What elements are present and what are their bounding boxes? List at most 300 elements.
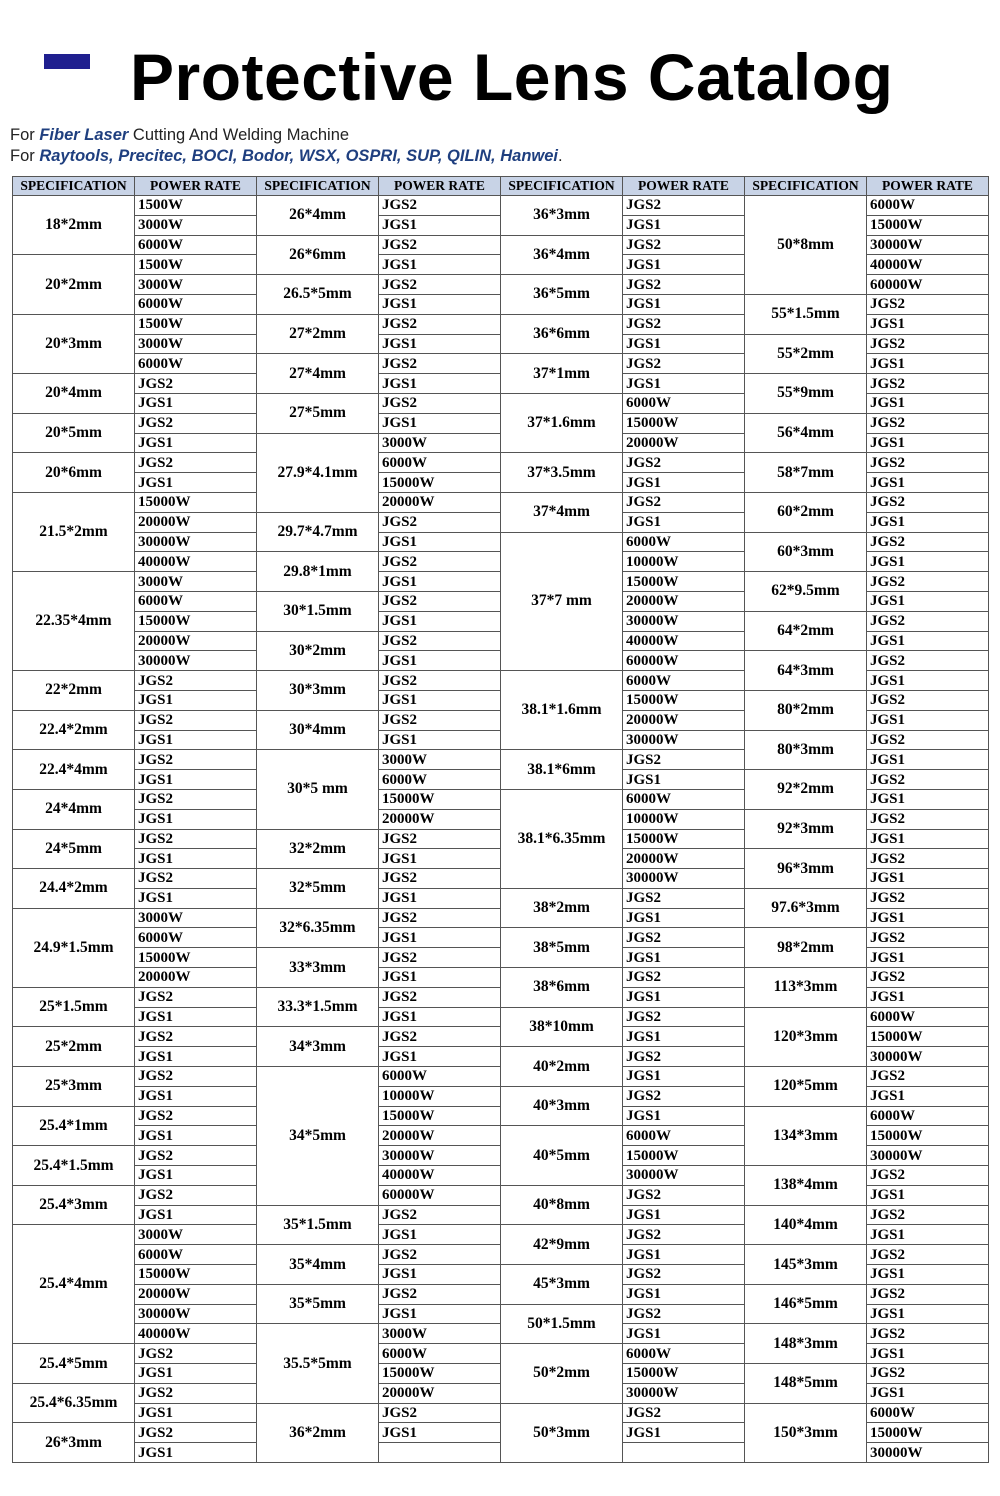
power-rate-cell: JGS2 (135, 1067, 257, 1087)
specification-cell: 30*5 mm (257, 750, 379, 829)
power-rate-cell: JGS2 (623, 928, 745, 948)
power-rate-cell: 3000W (135, 572, 257, 592)
power-rate-cell: 20000W (135, 968, 257, 988)
power-rate-cell: 1500W (135, 196, 257, 216)
power-rate-cell: JGS1 (867, 1086, 989, 1106)
specification-cell: 146*5mm (745, 1284, 867, 1324)
power-rate-cell: JGS1 (867, 631, 989, 651)
power-rate-cell: 30000W (867, 235, 989, 255)
power-rate-cell: JGS2 (867, 770, 989, 790)
specification-cell: 55*1.5mm (745, 294, 867, 334)
power-rate-cell: JGS1 (379, 334, 501, 354)
power-rate-cell: JGS2 (867, 928, 989, 948)
power-rate-cell: JGS2 (867, 690, 989, 710)
power-rate-cell: JGS1 (135, 1047, 257, 1067)
power-rate-cell: JGS1 (623, 1284, 745, 1304)
specification-cell: 38*6mm (501, 968, 623, 1008)
power-rate-cell: JGS2 (867, 1166, 989, 1186)
specification-cell: 24*4mm (13, 789, 135, 829)
power-rate-cell: JGS1 (623, 512, 745, 532)
specification-cell: 21.5*2mm (13, 492, 135, 571)
power-rate-cell: JGS1 (379, 1225, 501, 1245)
power-rate-cell: JGS2 (623, 1403, 745, 1423)
specification-cell: 27*4mm (257, 354, 379, 394)
power-rate-cell: JGS2 (867, 1324, 989, 1344)
power-rate-cell: JGS1 (867, 789, 989, 809)
table-row (13, 1403, 989, 1423)
power-rate-cell: JGS1 (623, 255, 745, 275)
power-rate-cell: 15000W (867, 1027, 989, 1047)
specification-cell: 56*4mm (745, 413, 867, 453)
power-rate-cell: 3000W (135, 334, 257, 354)
power-rate-cell: JGS2 (623, 1265, 745, 1285)
power-rate-cell (379, 1443, 501, 1463)
power-rate-cell: JGS1 (623, 1106, 745, 1126)
power-rate-cell: JGS2 (135, 789, 257, 809)
compatible-brands: Raytools, Precitec, BOCI, Bodor, WSX, OSPRI, SUP, QILIN, Hanwei (39, 147, 558, 165)
power-rate-cell: JGS1 (867, 948, 989, 968)
power-rate-cell: 15000W (379, 473, 501, 493)
power-rate-cell: JGS2 (135, 710, 257, 730)
specification-cell: 25.4*4mm (13, 1225, 135, 1344)
power-rate-cell: 6000W (379, 1344, 501, 1364)
power-rate-cell: JGS2 (379, 512, 501, 532)
power-rate-cell: 6000W (379, 770, 501, 790)
specification-cell: 58*7mm (745, 453, 867, 493)
power-rate-cell: JGS2 (379, 1027, 501, 1047)
specification-cell: 55*9mm (745, 374, 867, 414)
power-rate-cell: 6000W (867, 196, 989, 216)
power-rate-cell: JGS1 (135, 1126, 257, 1146)
specification-cell: 32*2mm (257, 829, 379, 869)
power-rate-cell: JGS2 (867, 1205, 989, 1225)
power-rate-cell: 6000W (379, 1067, 501, 1087)
power-rate-cell: JGS2 (867, 730, 989, 750)
power-rate-cell: JGS1 (379, 215, 501, 235)
power-rate-cell: JGS2 (867, 1245, 989, 1265)
power-rate-cell: 30000W (623, 1166, 745, 1186)
specification-cell: 40*3mm (501, 1086, 623, 1126)
power-rate-cell: JGS1 (623, 1027, 745, 1047)
power-rate-cell: 60000W (867, 275, 989, 295)
power-rate-cell: JGS1 (135, 473, 257, 493)
table-row (13, 928, 989, 948)
subtitle-emphasis: Fiber Laser (39, 126, 129, 144)
power-rate-cell: 6000W (135, 354, 257, 374)
specification-cell: 25.4*1.5mm (13, 1146, 135, 1186)
power-rate-cell: 20000W (623, 591, 745, 611)
power-rate-cell: JGS1 (867, 591, 989, 611)
power-rate-cell: JGS2 (379, 631, 501, 651)
power-rate-cell: JGS1 (135, 1086, 257, 1106)
power-rate-cell: JGS2 (867, 572, 989, 592)
power-rate-cell: JGS1 (623, 473, 745, 493)
power-rate-cell: JGS2 (867, 849, 989, 869)
header-power-rate-3: POWER RATE (623, 177, 745, 196)
power-rate-cell: 6000W (623, 1344, 745, 1364)
specification-cell: 34*5mm (257, 1067, 379, 1206)
specification-cell: 22*2mm (13, 671, 135, 711)
power-rate-cell: JGS2 (867, 453, 989, 473)
specification-cell: 113*3mm (745, 968, 867, 1008)
power-rate-cell: 6000W (135, 235, 257, 255)
power-rate-cell: 30000W (623, 611, 745, 631)
power-rate-cell: 60000W (623, 651, 745, 671)
specification-cell: 60*2mm (745, 492, 867, 532)
power-rate-cell: 6000W (623, 393, 745, 413)
power-rate-cell: JGS2 (379, 1284, 501, 1304)
power-rate-cell: JGS1 (867, 671, 989, 691)
specification-cell: 22.4*4mm (13, 750, 135, 790)
power-rate-cell: JGS2 (135, 1423, 257, 1443)
power-rate-cell: JGS1 (867, 314, 989, 334)
specification-cell: 40*5mm (501, 1126, 623, 1185)
power-rate-cell: 20000W (623, 710, 745, 730)
power-rate-cell: 30000W (379, 1146, 501, 1166)
power-rate-cell: JGS1 (623, 987, 745, 1007)
power-rate-cell: JGS1 (379, 255, 501, 275)
table-row (13, 492, 989, 512)
power-rate-cell: JGS2 (623, 1304, 745, 1324)
power-rate-cell: 15000W (135, 611, 257, 631)
power-rate-cell: JGS1 (623, 908, 745, 928)
power-rate-cell: 1500W (135, 255, 257, 275)
specification-cell: 38*10mm (501, 1007, 623, 1047)
specification-cell: 36*4mm (501, 235, 623, 275)
power-rate-cell: JGS1 (379, 1304, 501, 1324)
header-power-rate-4: POWER RATE (867, 177, 989, 196)
specification-cell: 26.5*5mm (257, 275, 379, 315)
power-rate-cell: JGS2 (867, 294, 989, 314)
power-rate-cell: JGS1 (867, 710, 989, 730)
power-rate-cell: JGS1 (135, 888, 257, 908)
specification-cell: 138*4mm (745, 1166, 867, 1206)
power-rate-cell: JGS2 (867, 1067, 989, 1087)
power-rate-cell: JGS1 (867, 1383, 989, 1403)
power-rate-cell: 15000W (623, 572, 745, 592)
power-rate-cell: 3000W (379, 1324, 501, 1344)
power-rate-cell: 30000W (623, 869, 745, 889)
power-rate-cell: JGS1 (867, 473, 989, 493)
header-specification-1: SPECIFICATION (13, 177, 135, 196)
specification-cell: 37*7 mm (501, 532, 623, 671)
specification-cell: 36*5mm (501, 275, 623, 315)
power-rate-cell: JGS2 (623, 235, 745, 255)
specification-cell: 36*6mm (501, 314, 623, 354)
specification-cell: 80*2mm (745, 690, 867, 730)
specification-cell: 27*2mm (257, 314, 379, 354)
power-rate-cell: JGS1 (623, 374, 745, 394)
power-rate-cell: JGS1 (867, 829, 989, 849)
subtitle-rest: Cutting And Welding Machine (128, 126, 350, 144)
power-rate-cell: JGS1 (135, 393, 257, 413)
table-header-row (13, 177, 989, 196)
specification-cell: 36*3mm (501, 196, 623, 236)
power-rate-cell: JGS2 (867, 334, 989, 354)
specification-cell: 37*4mm (501, 492, 623, 532)
specification-cell: 38.1*6.35mm (501, 789, 623, 888)
power-rate-cell: 15000W (379, 1106, 501, 1126)
specification-cell: 26*3mm (13, 1423, 135, 1463)
power-rate-cell: 6000W (867, 1403, 989, 1423)
specification-cell: 120*3mm (745, 1007, 867, 1066)
power-rate-cell: 15000W (623, 1146, 745, 1166)
power-rate-cell: 20000W (135, 631, 257, 651)
power-rate-cell: JGS2 (623, 196, 745, 216)
power-rate-cell: 30000W (867, 1443, 989, 1463)
specification-cell: 50*2mm (501, 1344, 623, 1403)
power-rate-cell: JGS1 (623, 1067, 745, 1087)
power-rate-cell: JGS2 (623, 453, 745, 473)
power-rate-cell: JGS1 (135, 1007, 257, 1027)
power-rate-cell: JGS2 (135, 869, 257, 889)
specification-cell: 27*5mm (257, 393, 379, 433)
power-rate-cell: 10000W (623, 552, 745, 572)
power-rate-cell: 15000W (867, 1423, 989, 1443)
power-rate-cell: JGS1 (379, 888, 501, 908)
specification-cell: 38*2mm (501, 888, 623, 928)
power-rate-cell: JGS1 (867, 354, 989, 374)
power-rate-cell: JGS2 (623, 1185, 745, 1205)
specification-cell: 97.6*3mm (745, 888, 867, 928)
power-rate-cell: 30000W (867, 1146, 989, 1166)
power-rate-cell: JGS2 (379, 1205, 501, 1225)
power-rate-cell: 6000W (379, 453, 501, 473)
power-rate-cell: 30000W (135, 1304, 257, 1324)
power-rate-cell: JGS2 (379, 235, 501, 255)
power-rate-cell: JGS1 (379, 572, 501, 592)
specification-cell: 150*3mm (745, 1403, 867, 1462)
power-rate-cell: JGS2 (135, 750, 257, 770)
power-rate-cell: JGS2 (867, 968, 989, 988)
specification-cell: 64*2mm (745, 611, 867, 651)
power-rate-cell: JGS1 (867, 1344, 989, 1364)
power-rate-cell: 15000W (135, 1265, 257, 1285)
power-rate-cell: JGS1 (135, 1166, 257, 1186)
power-rate-cell: JGS1 (135, 809, 257, 829)
power-rate-cell: JGS1 (379, 413, 501, 433)
power-rate-cell: JGS2 (867, 809, 989, 829)
power-rate-cell: JGS1 (379, 730, 501, 750)
power-rate-cell: 6000W (135, 294, 257, 314)
specification-cell: 120*5mm (745, 1067, 867, 1107)
specification-cell: 20*4mm (13, 374, 135, 414)
specification-cell: 22.4*2mm (13, 710, 135, 750)
specification-cell: 25.4*3mm (13, 1185, 135, 1225)
power-rate-cell: JGS1 (379, 928, 501, 948)
power-rate-cell: 6000W (623, 532, 745, 552)
power-rate-cell: JGS2 (135, 987, 257, 1007)
power-rate-cell: JGS2 (867, 532, 989, 552)
power-rate-cell: JGS2 (379, 829, 501, 849)
power-rate-cell: JGS2 (135, 829, 257, 849)
specification-cell: 50*1.5mm (501, 1304, 623, 1344)
power-rate-cell: JGS2 (135, 1383, 257, 1403)
power-rate-cell: JGS1 (379, 1423, 501, 1443)
power-rate-cell: JGS2 (867, 374, 989, 394)
power-rate-cell: 40000W (867, 255, 989, 275)
power-rate-cell: 40000W (623, 631, 745, 651)
header-power-rate-2: POWER RATE (379, 177, 501, 196)
power-rate-cell: 60000W (379, 1185, 501, 1205)
specification-cell: 98*2mm (745, 928, 867, 968)
power-rate-cell: JGS2 (623, 354, 745, 374)
specification-cell: 29.8*1mm (257, 552, 379, 592)
power-rate-cell: JGS2 (623, 750, 745, 770)
power-rate-cell: JGS2 (867, 1364, 989, 1384)
specification-cell: 148*3mm (745, 1324, 867, 1364)
specification-cell: 50*8mm (745, 196, 867, 295)
specification-cell: 60*3mm (745, 532, 867, 572)
power-rate-cell: JGS1 (623, 1324, 745, 1344)
specification-cell: 34*3mm (257, 1027, 379, 1067)
specification-cell: 30*4mm (257, 710, 379, 750)
power-rate-cell: JGS1 (867, 1225, 989, 1245)
power-rate-cell: JGS1 (867, 908, 989, 928)
power-rate-cell: 6000W (135, 591, 257, 611)
power-rate-cell: 3000W (135, 275, 257, 295)
power-rate-cell: JGS1 (867, 869, 989, 889)
specification-cell: 30*2mm (257, 631, 379, 671)
power-rate-cell: 40000W (135, 552, 257, 572)
power-rate-cell: JGS2 (379, 671, 501, 691)
power-rate-cell: JGS1 (867, 1265, 989, 1285)
power-rate-cell: JGS2 (623, 275, 745, 295)
power-rate-cell: JGS2 (135, 1106, 257, 1126)
table-row (13, 196, 989, 216)
table-row (13, 888, 989, 908)
power-rate-cell: 20000W (623, 849, 745, 869)
power-rate-cell: JGS2 (867, 888, 989, 908)
power-rate-cell: JGS1 (379, 690, 501, 710)
specification-cell: 18*2mm (13, 196, 135, 255)
power-rate-cell: JGS1 (135, 770, 257, 790)
power-rate-cell: JGS2 (623, 1086, 745, 1106)
subtitle-prefix: For (10, 147, 40, 165)
power-rate-cell: JGS2 (379, 591, 501, 611)
power-rate-cell: 40000W (379, 1166, 501, 1186)
specification-cell: 134*3mm (745, 1106, 867, 1165)
power-rate-cell: JGS1 (379, 532, 501, 552)
power-rate-cell: 30000W (623, 1383, 745, 1403)
power-rate-cell: JGS2 (379, 948, 501, 968)
power-rate-cell: JGS1 (623, 334, 745, 354)
power-rate-cell (623, 1443, 745, 1463)
power-rate-cell: 1500W (135, 314, 257, 334)
power-rate-cell: 6000W (867, 1106, 989, 1126)
power-rate-cell: JGS1 (867, 1185, 989, 1205)
specification-cell: 50*3mm (501, 1403, 623, 1462)
specification-cell: 80*3mm (745, 730, 867, 770)
power-rate-cell: JGS1 (379, 1047, 501, 1067)
power-rate-cell: JGS1 (623, 948, 745, 968)
power-rate-cell: JGS2 (135, 1344, 257, 1364)
power-rate-cell: JGS1 (379, 968, 501, 988)
power-rate-cell: JGS2 (135, 671, 257, 691)
power-rate-cell: JGS2 (623, 314, 745, 334)
table-body (13, 196, 989, 1463)
power-rate-cell: 3000W (135, 1225, 257, 1245)
power-rate-cell: JGS1 (623, 294, 745, 314)
specification-cell: 37*1mm (501, 354, 623, 394)
power-rate-cell: JGS1 (135, 849, 257, 869)
power-rate-cell: JGS1 (867, 552, 989, 572)
specification-cell: 55*2mm (745, 334, 867, 374)
power-rate-cell: JGS1 (623, 770, 745, 790)
table-row (13, 453, 989, 473)
power-rate-cell: JGS2 (623, 888, 745, 908)
specification-cell: 35.5*5mm (257, 1324, 379, 1403)
specification-cell: 20*6mm (13, 453, 135, 493)
header-specification-2: SPECIFICATION (257, 177, 379, 196)
power-rate-cell: JGS1 (867, 393, 989, 413)
power-rate-cell: JGS1 (867, 1304, 989, 1324)
specification-cell: 38.1*1.6mm (501, 671, 623, 750)
power-rate-cell: 20000W (379, 1126, 501, 1146)
specification-cell: 64*3mm (745, 651, 867, 691)
specification-cell: 26*6mm (257, 235, 379, 275)
power-rate-cell: JGS2 (135, 1185, 257, 1205)
power-rate-cell: JGS1 (867, 433, 989, 453)
power-rate-cell: JGS2 (623, 1007, 745, 1027)
power-rate-cell: JGS2 (379, 987, 501, 1007)
power-rate-cell: JGS2 (135, 453, 257, 473)
power-rate-cell: 20000W (379, 492, 501, 512)
power-rate-cell: 15000W (379, 1364, 501, 1384)
power-rate-cell: JGS2 (867, 413, 989, 433)
power-rate-cell: JGS2 (379, 908, 501, 928)
power-rate-cell: JGS2 (379, 314, 501, 334)
specification-cell: 20*2mm (13, 255, 135, 314)
power-rate-cell: 10000W (379, 1086, 501, 1106)
power-rate-cell: JGS1 (379, 849, 501, 869)
specification-cell: 25.4*5mm (13, 1344, 135, 1384)
power-rate-cell: JGS1 (623, 1245, 745, 1265)
header-specification-3: SPECIFICATION (501, 177, 623, 196)
specification-cell: 35*4mm (257, 1245, 379, 1285)
power-rate-cell: 15000W (135, 948, 257, 968)
specification-cell: 25.4*6.35mm (13, 1383, 135, 1423)
power-rate-cell: 3000W (135, 215, 257, 235)
subtitle-line-1 (10, 126, 349, 145)
power-rate-cell: 6000W (623, 1126, 745, 1146)
power-rate-cell: 30000W (867, 1047, 989, 1067)
power-rate-cell: JGS2 (379, 196, 501, 216)
specification-cell: 40*8mm (501, 1185, 623, 1225)
specification-cell: 33.3*1.5mm (257, 987, 379, 1027)
specification-cell: 37*1.6mm (501, 393, 623, 452)
power-rate-cell: JGS2 (135, 1146, 257, 1166)
specification-cell: 35*1.5mm (257, 1205, 379, 1245)
specification-cell: 35*5mm (257, 1284, 379, 1324)
power-rate-cell: JGS1 (379, 294, 501, 314)
specification-cell: 32*6.35mm (257, 908, 379, 948)
power-rate-cell: 6000W (623, 671, 745, 691)
header-power-rate-1: POWER RATE (135, 177, 257, 196)
specification-cell: 36*2mm (257, 1403, 379, 1462)
specification-cell: 24.9*1.5mm (13, 908, 135, 987)
power-rate-cell: JGS2 (867, 492, 989, 512)
power-rate-cell: 30000W (135, 651, 257, 671)
catalog-table (12, 176, 988, 1463)
power-rate-cell: 3000W (135, 908, 257, 928)
specification-cell: 92*3mm (745, 809, 867, 849)
power-rate-cell: 3000W (379, 750, 501, 770)
power-rate-cell: 15000W (379, 789, 501, 809)
power-rate-cell: JGS1 (623, 215, 745, 235)
power-rate-cell: 6000W (135, 928, 257, 948)
specification-cell: 148*5mm (745, 1364, 867, 1404)
